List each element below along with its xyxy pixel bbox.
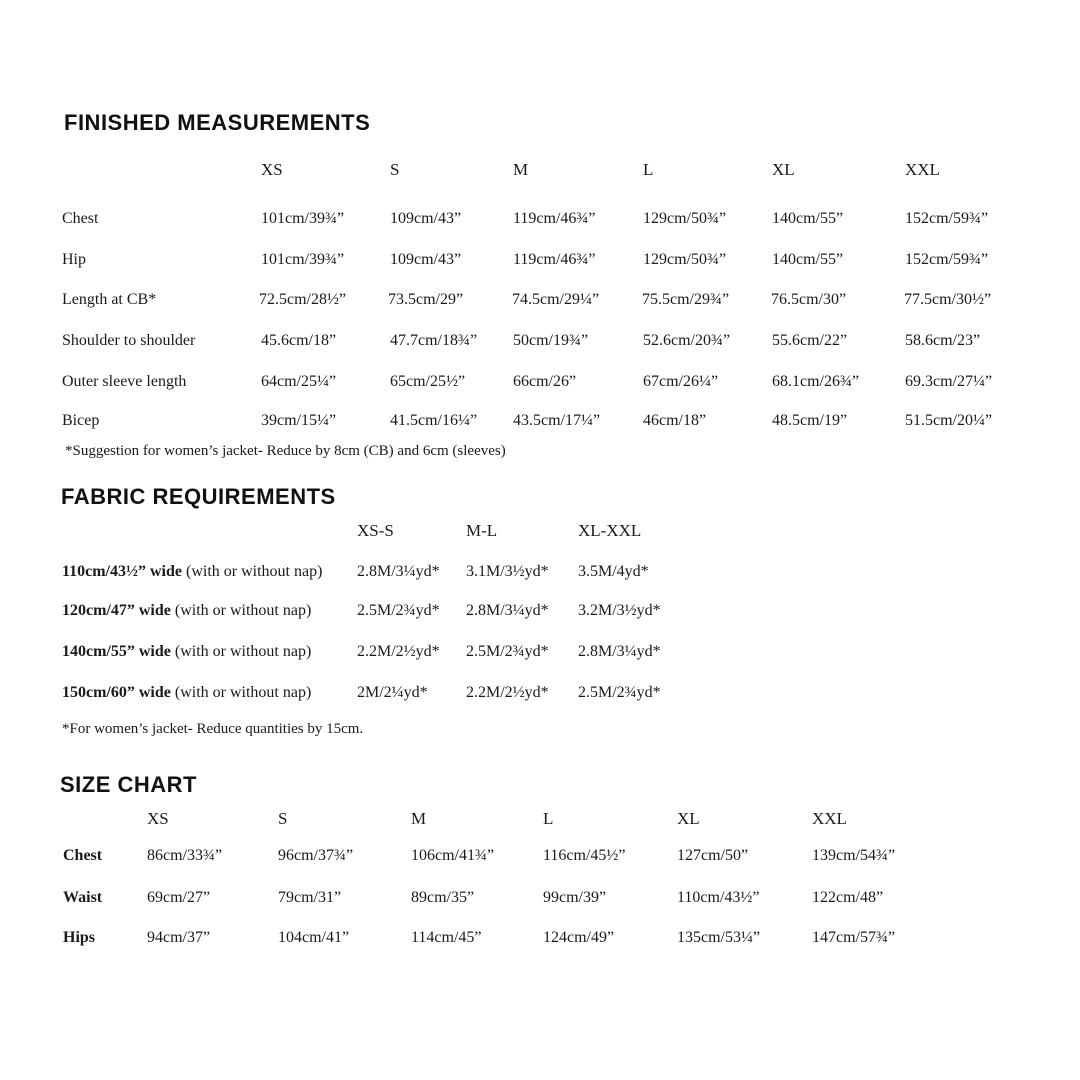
size-chart-waist-xxl: 122cm/48” bbox=[812, 889, 884, 906]
finished-row-label-bicep: Bicep bbox=[62, 412, 100, 429]
finished-footnote: *Suggestion for women’s jacket- Reduce by 8cm (CB) and 6cm (sleeves) bbox=[65, 443, 506, 459]
fabric-row-label-150 bbox=[62, 684, 311, 702]
fabric-110-xl-xxl: 3.5M/4yd* bbox=[578, 563, 649, 580]
finished-measurements-title: FINISHED MEASUREMENTS bbox=[64, 110, 371, 135]
fabric-120-m-l: 2.8M/3¼yd* bbox=[466, 602, 549, 619]
size-chart-chest-s: 96cm/37¾” bbox=[278, 847, 354, 864]
size-chart-hips-l: 124cm/49” bbox=[543, 929, 615, 946]
finished-sleeve-s: 65cm/25½” bbox=[390, 373, 466, 390]
finished-chest-xs: 101cm/39¾” bbox=[261, 210, 345, 227]
size-chart-chest-xl: 127cm/50” bbox=[677, 847, 749, 864]
finished-length-xxl: 77.5cm/30½” bbox=[904, 291, 992, 308]
fabric-width-150: 150cm/60” wide bbox=[62, 684, 171, 701]
fabric-size-header-xl-xxl: XL-XXL bbox=[578, 521, 642, 540]
size-chart-waist-l: 99cm/39” bbox=[543, 889, 607, 906]
finished-size-header-s: S bbox=[390, 160, 400, 179]
size-chart-hips-xs: 94cm/37” bbox=[147, 929, 211, 946]
size-chart-header-xxl: XXL bbox=[812, 809, 847, 828]
fabric-row-label-120 bbox=[62, 602, 311, 620]
finished-hip-xxl: 152cm/59¾” bbox=[905, 251, 989, 268]
finished-shoulder-m: 50cm/19¾” bbox=[513, 332, 589, 349]
finished-shoulder-xxl: 58.6cm/23” bbox=[905, 332, 981, 349]
finished-bicep-xl: 48.5cm/19” bbox=[772, 412, 848, 429]
finished-size-header-m: M bbox=[513, 160, 529, 179]
size-chart-hips-xl: 135cm/53¼” bbox=[677, 929, 761, 946]
size-chart-header-xl: XL bbox=[677, 809, 700, 828]
finished-size-header-xl: XL bbox=[772, 160, 795, 179]
finished-chest-s: 109cm/43” bbox=[390, 210, 462, 227]
finished-bicep-s: 41.5cm/16¼” bbox=[390, 412, 478, 429]
size-chart-row-label-chest: Chest bbox=[63, 847, 103, 864]
fabric-width-120: 120cm/47” wide bbox=[62, 602, 171, 619]
finished-sleeve-l: 67cm/26¼” bbox=[643, 373, 719, 390]
finished-row-label-hip: Hip bbox=[62, 251, 86, 268]
size-chart-chest-xxl: 139cm/54¾” bbox=[812, 847, 896, 864]
fabric-140-xl-xxl: 2.8M/3¼yd* bbox=[578, 643, 661, 660]
size-chart-chest-l: 116cm/45½” bbox=[543, 847, 626, 864]
fabric-150-xl-xxl: 2.5M/2¾yd* bbox=[578, 684, 661, 701]
finished-length-l: 75.5cm/29¾” bbox=[642, 291, 730, 308]
fabric-size-header-m-l: M-L bbox=[466, 521, 498, 540]
finished-size-header-xxl: XXL bbox=[905, 160, 940, 179]
finished-row-label-chest: Chest bbox=[62, 210, 99, 227]
finished-sleeve-xxl: 69.3cm/27¼” bbox=[905, 373, 993, 390]
size-chart-hips-s: 104cm/41” bbox=[278, 929, 350, 946]
finished-chest-l: 129cm/50¾” bbox=[643, 210, 727, 227]
fabric-nap-140: (with or without nap) bbox=[170, 643, 312, 660]
finished-length-xs: 72.5cm/28½” bbox=[259, 291, 347, 308]
finished-sleeve-m: 66cm/26” bbox=[513, 373, 577, 390]
finished-bicep-xs: 39cm/15¼” bbox=[261, 412, 337, 429]
finished-row-label-shoulder: Shoulder to shoulder bbox=[62, 332, 196, 349]
finished-shoulder-xs: 45.6cm/18” bbox=[261, 332, 337, 349]
fabric-150-xs-s: 2M/2¼yd* bbox=[357, 684, 428, 701]
finished-chest-m: 119cm/46¾” bbox=[513, 210, 596, 227]
fabric-width-110: 110cm/43½” wide bbox=[62, 563, 182, 580]
finished-shoulder-l: 52.6cm/20¾” bbox=[643, 332, 731, 349]
size-chart-chest-xs: 86cm/33¾” bbox=[147, 847, 223, 864]
fabric-120-xl-xxl: 3.2M/3½yd* bbox=[578, 602, 661, 619]
finished-hip-m: 119cm/46¾” bbox=[513, 251, 596, 268]
fabric-110-m-l: 3.1M/3½yd* bbox=[466, 563, 549, 580]
finished-sleeve-xl: 68.1cm/26¾” bbox=[772, 373, 860, 390]
finished-hip-xs: 101cm/39¾” bbox=[261, 251, 345, 268]
size-chart-hips-xxl: 147cm/57¾” bbox=[812, 929, 896, 946]
finished-length-s: 73.5cm/29” bbox=[388, 291, 464, 308]
size-chart-waist-s: 79cm/31” bbox=[278, 889, 342, 906]
size-chart-waist-xl: 110cm/43½” bbox=[677, 889, 760, 906]
fabric-footnote: *For women’s jacket- Reduce quantities by 15cm. bbox=[62, 721, 364, 737]
fabric-120-xs-s: 2.5M/2¾yd* bbox=[357, 602, 440, 619]
size-chart-chest-m: 106cm/41¾” bbox=[411, 847, 495, 864]
size-chart-header-l: L bbox=[543, 809, 554, 828]
fabric-140-m-l: 2.5M/2¾yd* bbox=[466, 643, 549, 660]
finished-row-label-outer-sleeve: Outer sleeve length bbox=[62, 373, 187, 390]
fabric-nap-150: (with or without nap) bbox=[170, 684, 312, 701]
finished-shoulder-s: 47.7cm/18¾” bbox=[390, 332, 478, 349]
finished-chest-xxl: 152cm/59¾” bbox=[905, 210, 989, 227]
fabric-row-label-110 bbox=[62, 563, 322, 581]
fabric-150-m-l: 2.2M/2½yd* bbox=[466, 684, 549, 701]
finished-bicep-xxl: 51.5cm/20¼” bbox=[905, 412, 993, 429]
size-chart-header-m: M bbox=[411, 809, 427, 828]
finished-length-m: 74.5cm/29¼” bbox=[512, 291, 600, 308]
fabric-width-140: 140cm/55” wide bbox=[62, 643, 171, 660]
fabric-size-header-xs-s: XS-S bbox=[357, 521, 394, 540]
finished-shoulder-xl: 55.6cm/22” bbox=[772, 332, 848, 349]
finished-hip-xl: 140cm/55” bbox=[772, 251, 844, 268]
finished-sleeve-xs: 64cm/25¼” bbox=[261, 373, 337, 390]
fabric-nap-110: (with or without nap) bbox=[182, 563, 323, 580]
fabric-row-label-140 bbox=[62, 643, 311, 661]
finished-bicep-l: 46cm/18” bbox=[643, 412, 707, 429]
finished-hip-s: 109cm/43” bbox=[390, 251, 462, 268]
size-chart-hips-m: 114cm/45” bbox=[411, 929, 482, 946]
size-chart-row-label-waist: Waist bbox=[63, 889, 103, 906]
finished-row-label-length-at-cb: Length at CB* bbox=[62, 291, 157, 308]
finished-length-xl: 76.5cm/30” bbox=[771, 291, 847, 308]
size-chart-title: SIZE CHART bbox=[60, 772, 197, 797]
size-chart-header-s: S bbox=[278, 809, 288, 828]
finished-hip-l: 129cm/50¾” bbox=[643, 251, 727, 268]
finished-size-header-xs: XS bbox=[261, 160, 283, 179]
fabric-140-xs-s: 2.2M/2½yd* bbox=[357, 643, 440, 660]
finished-size-header-l: L bbox=[643, 160, 654, 179]
fabric-nap-120: (with or without nap) bbox=[170, 602, 312, 619]
fabric-requirements-title: FABRIC REQUIREMENTS bbox=[61, 484, 336, 509]
fabric-110-xs-s: 2.8M/3¼yd* bbox=[357, 563, 440, 580]
size-chart-header-xs: XS bbox=[147, 809, 169, 828]
size-chart-waist-m: 89cm/35” bbox=[411, 889, 475, 906]
finished-bicep-m: 43.5cm/17¼” bbox=[513, 412, 601, 429]
size-chart-row-label-hips: Hips bbox=[63, 929, 96, 946]
finished-chest-xl: 140cm/55” bbox=[772, 210, 844, 227]
size-chart-waist-xs: 69cm/27” bbox=[147, 889, 211, 906]
